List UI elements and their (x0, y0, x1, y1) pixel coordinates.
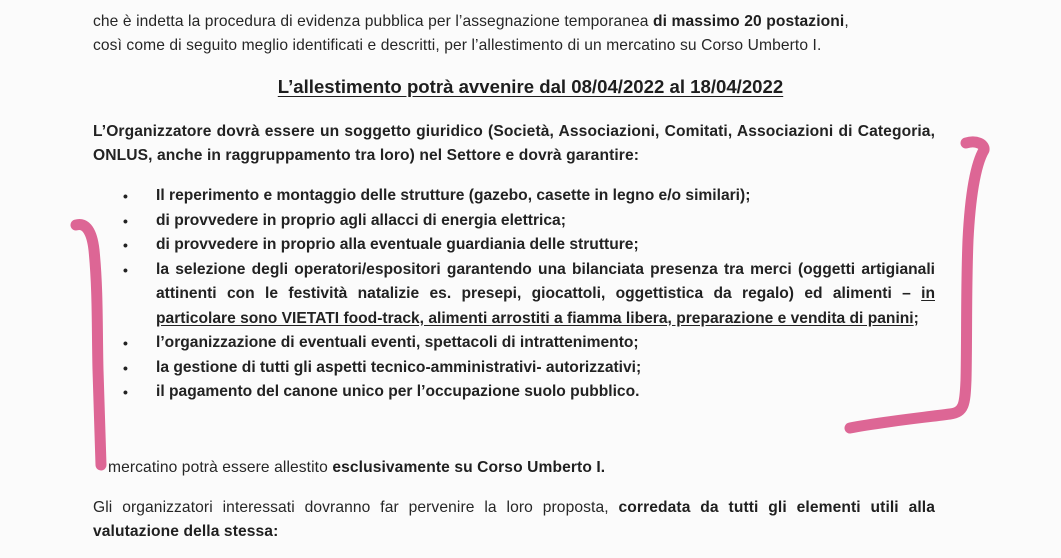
requirements-list (93, 184, 935, 405)
period-heading: L’allestimento potrà avvenire dal 08/04/2022 al 18/04/2022 (277, 76, 784, 97)
intro-paragraph (93, 10, 935, 58)
bullet-icon: • (123, 237, 128, 253)
bullet-icon: • (123, 384, 128, 400)
list-item (93, 209, 935, 234)
organizer-paragraph (93, 120, 935, 168)
list-item-end: ; (913, 309, 919, 327)
location-paragraph (108, 456, 935, 480)
proposal-text: Gli organizzatori interessati dovranno far pervenire la loro proposta, (93, 499, 619, 516)
list-item-text: la gestione di tutti gli aspetti tecnico-amministrativi- autorizzativi; (156, 358, 642, 376)
intro-line-2: così come di seguito meglio identificati e descritti, per l’allestimento di un mercatino su Corso Umberto I. (93, 37, 822, 54)
location-bold: esclusivamente su Corso Umberto I. (332, 459, 606, 476)
list-item-text: la selezione degli operatori/espositori garantendo una bilanciata presenza tra merci (oggetti artigianali attinenti con le festività natalizie es. presepi, giocattoli, oggettistica da regalo) ed alimenti – (156, 260, 935, 302)
list-item-text: di provvedere in proprio agli allacci di energia elettrica; (156, 211, 566, 229)
bullet-icon: • (123, 212, 128, 229)
list-item-text: di provvedere in proprio alla eventuale guardiania delle strutture; (156, 236, 639, 253)
bullet-icon: • (123, 359, 128, 376)
bullet-icon: • (123, 261, 128, 278)
list-item (93, 233, 935, 258)
intro-bold-postazioni: di massimo 20 postazioni (653, 13, 845, 30)
organizer-text: L’Organizzatore dovrà essere un soggetto giuridico (Società, Associazioni, Comitati, Associazioni di Categoria, ONLUS, anche in raggruppamento tra loro) nel Settore e dovrà garantire: (93, 123, 935, 164)
list-item (93, 380, 935, 405)
list-item (93, 331, 935, 356)
list-item (93, 184, 935, 209)
list-item-text: Il reperimento e montaggio delle strutture (gazebo, casette in legno e/o similari); (156, 187, 751, 204)
bullet-icon: • (123, 188, 128, 204)
list-item-text: il pagamento del canone unico per l’occupazione suolo pubblico. (156, 383, 640, 400)
bullet-icon: • (123, 335, 128, 351)
list-item-text: l’organizzazione di eventuali eventi, spettacoli di intrattenimento; (156, 334, 639, 351)
intro-text: che è indetta la procedura di evidenza pubblica per l’assegnazione temporanea (93, 13, 654, 30)
proposal-paragraph (93, 496, 935, 544)
list-item (93, 258, 935, 332)
intro-comma: , (844, 13, 849, 30)
list-item (93, 356, 935, 381)
proposal-bold: corredata da tutti gli elementi utili alla valutazione della stessa: (93, 499, 935, 540)
location-text: mercatino potrà essere allestito (108, 459, 333, 476)
prohibited-items-underlined: in particolare sono VIETATI food-track, alimenti arrostiti a fiamma libera, preparazione e vendita di panini (156, 285, 935, 327)
